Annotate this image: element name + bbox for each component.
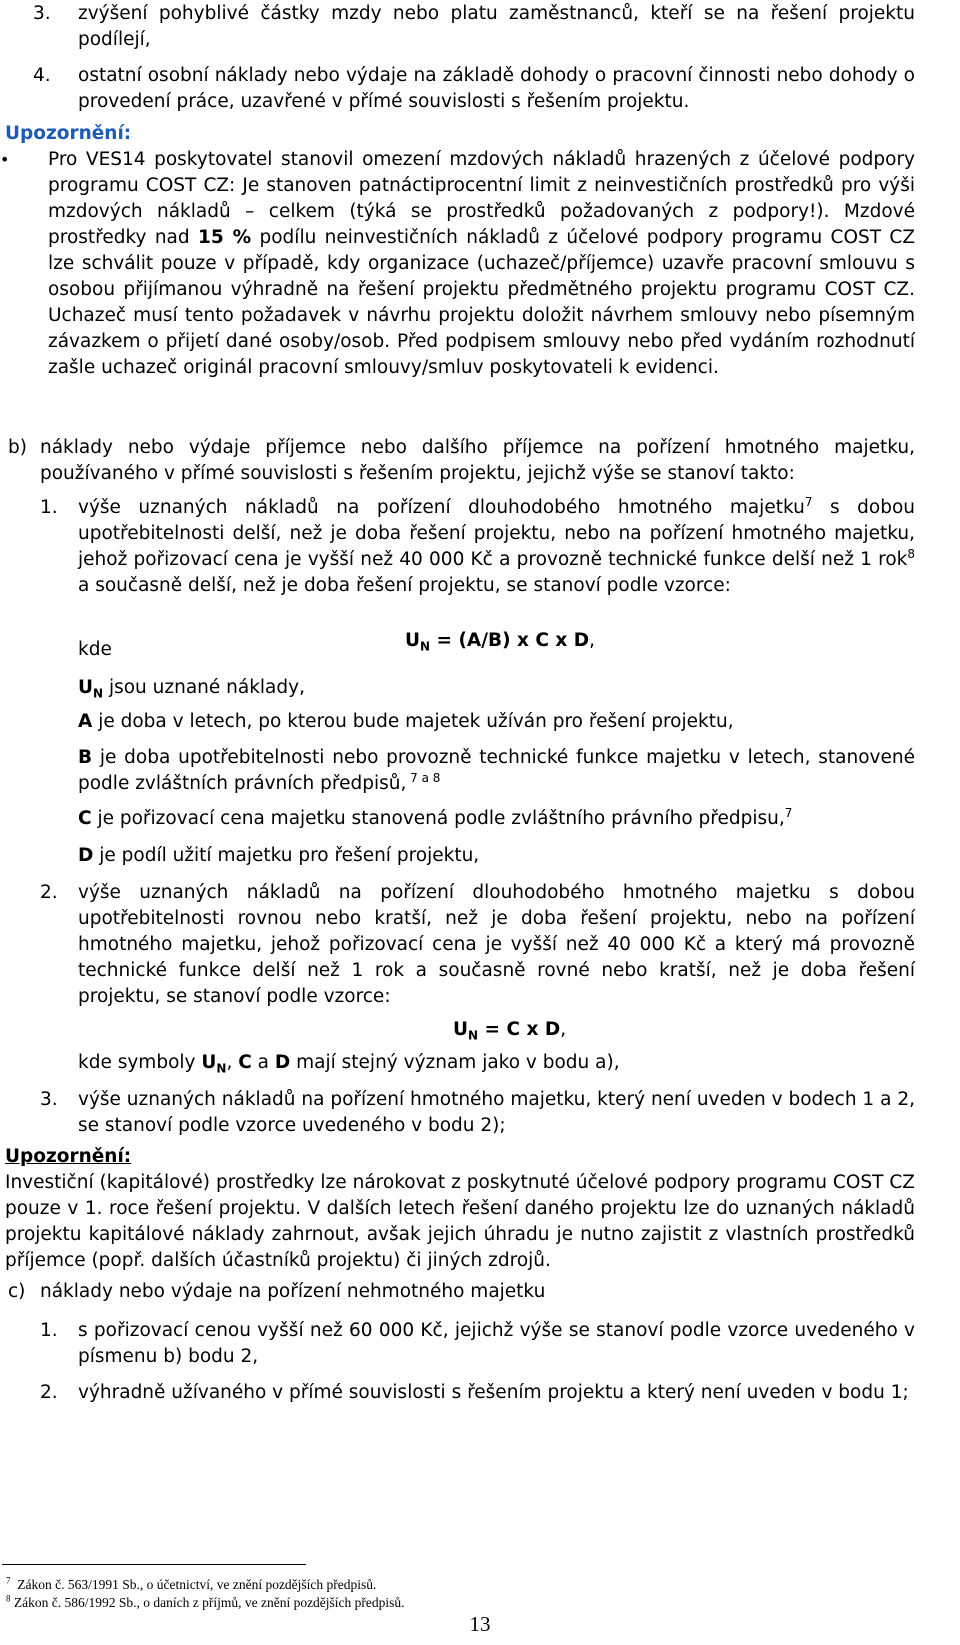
var-sub: N <box>216 1061 227 1076</box>
list-item-3 <box>33 1 915 53</box>
section-c <box>8 1279 915 1305</box>
section-c-item-2 <box>40 1380 915 1406</box>
section-c-item-1 <box>40 1318 915 1370</box>
footnote-text: Zákon č. 586/1992 Sb., o daních z příjmů, ve znění pozdějších předpisů. <box>13 1595 405 1610</box>
list-item-number: 2. <box>40 882 58 903</box>
text-part: , <box>226 1052 239 1073</box>
footnote-text: Zákon č. 563/1991 Sb., o účetnictví, ve znění pozdějších předpisů. <box>17 1577 377 1592</box>
page-number: 13 <box>469 1612 491 1636</box>
warning-text-part: Pro VES14 poskytovatel stanovil omezení mzdových nákladů hrazených z účelové podpory programu COST CZ: Je stanoven patnáctiprocentní limit z neinvestičních prostředků pro výši mzdových nákladů – celkem (týká se prostředků požadovaných z podpory!). Mzdové prostředky nad <box>48 149 915 248</box>
footnote-ref-7: 7 <box>804 494 813 509</box>
var-sub: N <box>93 686 104 701</box>
warning-bullet-block <box>0 147 915 381</box>
list-item-number: 1. <box>40 497 58 518</box>
list-item-number: 4. <box>33 65 51 86</box>
warning-heading-2: Upozornění: <box>5 1146 132 1167</box>
formula-part: U <box>453 1019 469 1040</box>
section-b-item-2 <box>40 880 915 1010</box>
section-b-item-1 <box>40 495 915 599</box>
list-item-text: výše uznaných nákladů na pořízení hmotného majetku, který není uveden v bodech 1 a 2, se stanoví podle vzorce uvedeného v bodu 2); <box>78 1089 915 1136</box>
list-item-text: ostatní osobní náklady nebo výdaje na základě dohody o pracovní činnosti nebo dohody o provedení práce, uzavřené v přímé souvislosti s řešením projektu. <box>78 65 915 112</box>
warning-heading-1: Upozornění: <box>5 123 132 144</box>
footnote-number: 7 <box>6 1575 11 1586</box>
text-part: kde symboly <box>78 1052 202 1073</box>
list-item-text: výše uznaných nákladů na pořízení dlouhodobého hmotného majetku s dobou upotřebitelnosti rovnou nebo kratší, než je doba řešení projektu, nebo na pořízení hmotného majetku, jehož pořizovací cena je vyšší než 40 000 Kč a který má provozně technické funkce delší než 1 rok a současně rovné nebo kratší, než je doba řešení projektu, se stanoví podle vzorce: <box>78 882 915 1007</box>
var-letter: U <box>201 1052 217 1073</box>
section-text: náklady nebo výdaje na pořízení nehmotného majetku <box>40 1281 546 1302</box>
section-b-item-3 <box>40 1087 915 1139</box>
formula-part: U <box>405 630 421 651</box>
formula-2 <box>453 1017 566 1043</box>
formula-comma: , <box>589 630 595 651</box>
footnote-ref-7: 7 <box>784 805 793 820</box>
list-item-4 <box>33 63 915 115</box>
list-item-number: 3. <box>40 1089 58 1110</box>
footnote-ref-7-8: 7 a 8 <box>406 770 441 785</box>
bullet-icon: • <box>0 150 10 169</box>
formula-comma: , <box>560 1019 567 1040</box>
formula-part: = C x D <box>478 1019 561 1040</box>
footnote-7 <box>6 1576 376 1593</box>
warning-text <box>48 147 915 381</box>
formula-1 <box>405 628 595 654</box>
kde-symbols <box>78 1050 915 1076</box>
list-item-number: 3. <box>33 3 51 24</box>
def-c <box>78 806 915 832</box>
list-item-number: 2. <box>40 1382 58 1403</box>
var-letter: U <box>78 677 94 698</box>
def-text: je podíl užití majetku pro řešení projektu, <box>93 845 480 866</box>
kde-label: kde <box>78 639 112 660</box>
def-b <box>78 745 915 797</box>
var-letter: A <box>78 711 93 732</box>
text-part: výše uznaných nákladů na pořízení dlouhodobého hmotného majetku <box>78 497 805 518</box>
footnote-number: 8 <box>6 1593 11 1604</box>
section-label: c) <box>8 1281 26 1302</box>
footnote-ref-8: 8 <box>907 546 915 561</box>
footnote-8 <box>6 1594 405 1611</box>
text-part: a současně delší, než je doba řešení projektu, se stanoví podle vzorce: <box>78 575 731 596</box>
var-letter: C <box>238 1052 252 1073</box>
var-letter: C <box>78 808 92 829</box>
warning-text-part: podílu neinvestičních nákladů z účelové podpory programu COST CZ lze schválit pouze v případě, kdy organizace (uchazeč/příjemce) uzavře pracovní smlouvu s osobou přijímanou výhradně na řešení projektu předmětného projektu programu COST CZ. Uchazeč musí tento požadavek v návrhu projektu doložit návrhem smlouvy nebo písemným závazkem o přijetí dané osoby/osob. Před podpisem smlouvy nebo před vydáním rozhodnutí zašle uchazeč originál pracovní smlouvy/smluv poskytovateli k evidenci. <box>48 227 915 378</box>
def-d <box>78 843 915 869</box>
var-letter: D <box>78 845 94 866</box>
warning-text-2: Investiční (kapitálové) prostředky lze nárokovat z poskytnuté účelové podpory programu COST CZ pouze v 1. roce řešení projektu. V dalších letech řešení daného projektu lze do uznaných nákladů projektu kapitálové náklady zahrnout, avšak jejich úhradu je nutno zajistit z vlastních prostředků příjemce (popř. dalších účastníků projektu) či jiných zdrojů. <box>5 1172 915 1271</box>
section-b <box>8 435 915 487</box>
def-text: je doba upotřebitelnosti nebo provozně technické funkce majetku v letech, stanovené podle zvláštních právních předpisů, <box>78 747 915 794</box>
text-part: a <box>251 1052 275 1073</box>
list-item-text: s pořizovací cenou vyšší než 60 000 Kč, jejichž výše se stanoví podle vzorce uvedeného v písmenu b) bodu 2, <box>78 1320 915 1367</box>
section-text: náklady nebo výdaje příjemce nebo dalšího příjemce na pořízení hmotného majetku, používaného v přímé souvislosti s řešením projektu, jejichž výše se stanoví takto: <box>40 437 915 484</box>
list-item-text: výhradně užívaného v přímé souvislosti s řešením projektu a který není uveden v bodu 1; <box>78 1382 909 1403</box>
limit-percent: 15 % <box>197 227 252 248</box>
def-text: je pořizovací cena majetku stanovená podle zvláštního právního předpisu, <box>91 808 785 829</box>
list-item-number: 1. <box>40 1320 58 1341</box>
formula-sub: N <box>468 1028 479 1043</box>
text-part: mají stejný význam jako v bodu a), <box>290 1052 620 1073</box>
def-a <box>78 709 915 735</box>
def-text: je doba v letech, po kterou bude majetek užíván pro řešení projektu, <box>92 711 734 732</box>
var-letter: D <box>274 1052 291 1073</box>
def-text: jsou uznané náklady, <box>103 677 305 698</box>
list-item-text <box>78 495 915 599</box>
def-un <box>78 675 305 701</box>
section-label: b) <box>8 437 27 458</box>
list-item-text: zvýšení pohyblivé částky mzdy nebo platu zaměstnanců, kteří se na řešení projektu podílejí, <box>78 3 915 50</box>
text-part: s dobou upotřebitelnosti delší, než je doba řešení projektu, nebo na pořízení hmotného majetku, jehož pořizovací cena je vyšší než 40 000 Kč a provozně technické funkce delší než 1 rok <box>78 497 916 570</box>
formula-part: = (A/B) x C x D <box>430 630 590 651</box>
formula-sub: N <box>420 639 431 654</box>
footnote-divider <box>2 1564 306 1565</box>
var-letter: B <box>78 747 93 768</box>
